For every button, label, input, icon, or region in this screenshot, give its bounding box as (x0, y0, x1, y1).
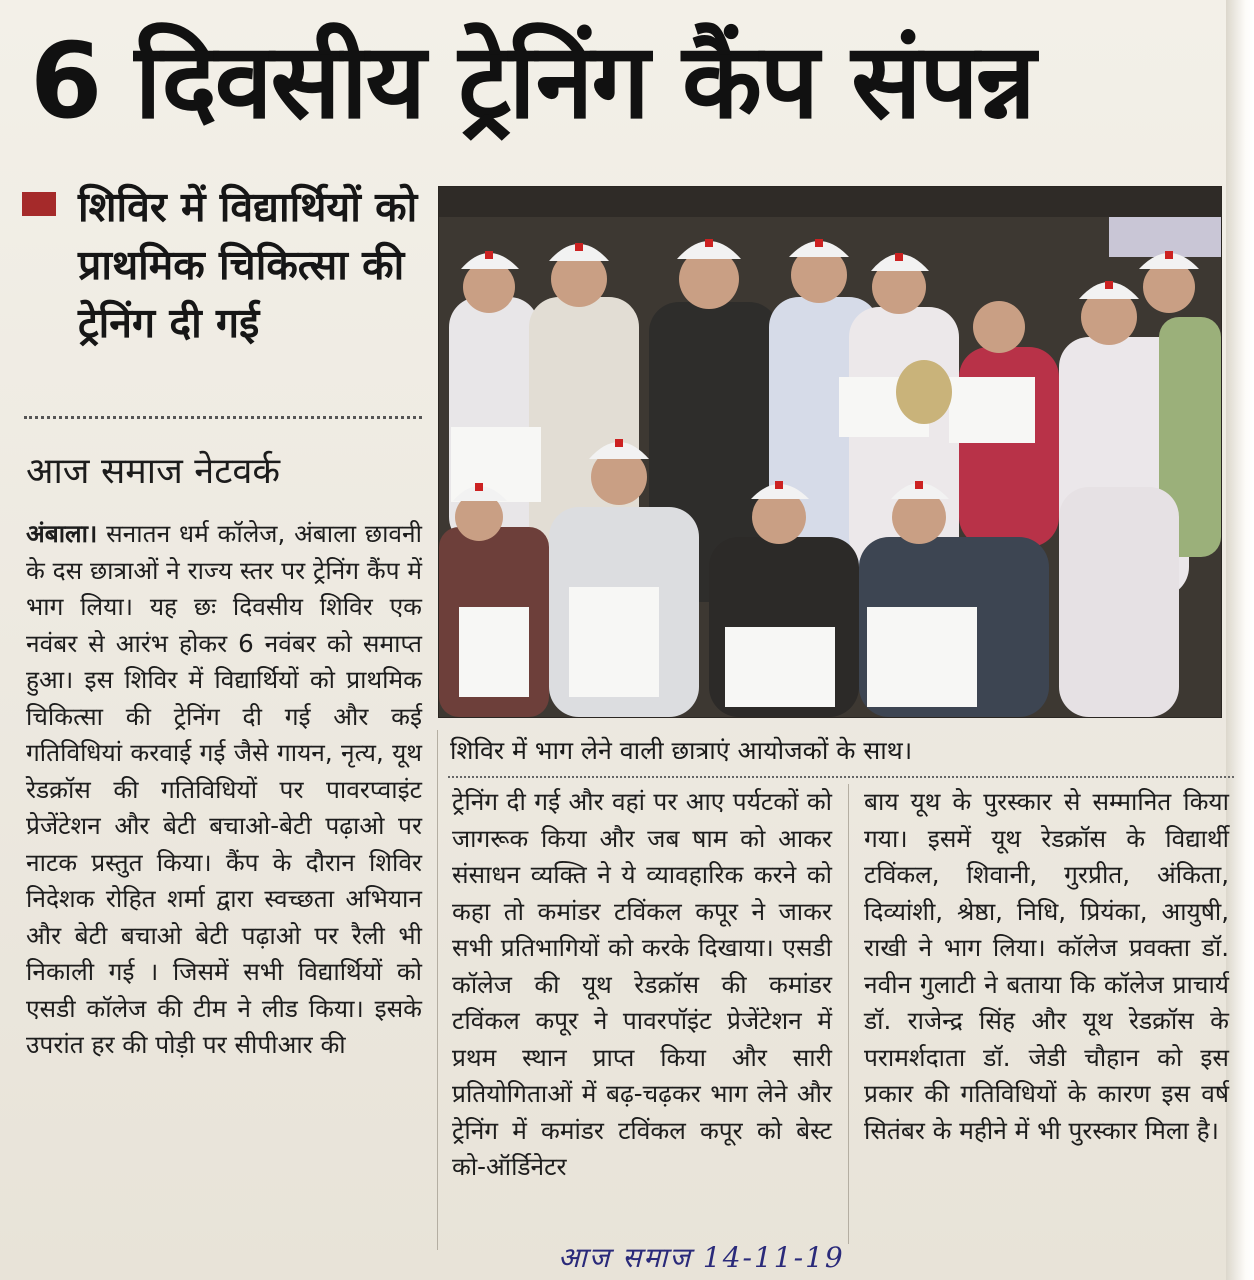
subheadline: शिविर में विद्यार्थियों को प्राथमिक चिकित्सा की ट्रेनिंग दी गई (78, 183, 418, 347)
column-divider (437, 730, 438, 1250)
square-bullet-icon (22, 192, 56, 216)
handwritten-date-note: आज समाज 14-11-19 (558, 1241, 845, 1274)
headline: 6 दिवसीय ट्रेनिंग कैंप संपन्न (30, 20, 1034, 142)
article-column-2: ट्रेनिंग दी गई और वहां पर आए पर्यटकों को जागरूक किया और जब षाम को आकर संसाधन व्यक्ति ने ये व्यावहारिक करने को कहा तो कमांडर टविंकल कपूर ने जाकर सभी प्रतिभागियों को करके दिखाया। एसडी कॉलेज की यूथ रेडक्रॉस की कमांडर टविंकल कपूर ने पावरपॉइंट प्रेजेंटेशन में प्रथम स्थान प्राप्त किया और सारी प्रतियोगिताओं में बढ़-चढ़कर भाग लेने और ट्रेनिंग में कमांडर टविंकल कपूर को बेस्ट को-ऑर्डिनेटर (452, 787, 832, 1181)
column-divider (848, 784, 849, 1244)
dotted-divider (24, 416, 422, 419)
column-1-text: सनातन धर्म कॉलेज, अंबाला छावनी के दस छात्राओं ने राज्य स्तर पर ट्रेनिंग कैंप में भाग लिया। यह छः दिवसीय शिविर एक नवंबर से आरंभ होकर 6 नवंबर को समाप्त हुआ। इस शिविर में विद्यार्थियों को प्राथमिक चिकित्सा की ट्रेनिंग दी गई और कई गतिविधियां करवाई गई जैसे गायन, नृत्य, यूथ रेडक्रॉस की गतिविधियों पर पावरप्वाइंट प्रेजेंटेशन और बेटी बचाओ-बेटी पढ़ाओ पर नाटक प्रस्तुत किया। कैंप के दौरान शिविर निदेशक रोहित शर्मा द्वारा स्वच्छता अभियान और बेटी बचाओ बेटी पढ़ाओ पर रैली भी निकाली गई । जिसमें सभी विद्यार्थियों को एसडी कॉलेज की टीम ने लीड किया। इसके उपरांत हर की पोड़ी पर सीपीआर की (26, 519, 423, 1059)
article-column-1 (26, 516, 422, 1064)
clipping-edge (1226, 0, 1254, 1280)
caption-divider (448, 776, 1234, 778)
photo-caption: शिविर में भाग लेने वाली छात्राएं आयोजकों के साथ। (450, 736, 913, 765)
dateline: अंबाला। (26, 519, 98, 548)
article-column-3: बाय यूथ के पुरस्कार से सम्मानित किया गया। इसमें यूथ रेडक्रॉस के विद्यार्थी टविंकल, शिवानी, गुरप्रीत, अंकिता, दिव्यांशी, श्रेष्ठा, निधि, प्रियंका, आयुषी, राखी ने भाग लिया। कॉलेज प्रवक्ता डॉ. नवीन गुलाटी ने बताया कि कॉलेज प्राचार्य डॉ. राजेन्द्र सिंह और यूथ रेडक्रॉस के परामर्शदाता डॉ. जेडी चौहान को इस प्रकार की गतिविधियों के कारण इस वर्ष सितंबर के महीने में भी पुरस्कार मिला है। (864, 787, 1229, 1145)
byline: आज समाज नेटवर्क (26, 451, 281, 492)
group-photo-illustration (439, 187, 1221, 717)
group-photo (438, 186, 1222, 718)
